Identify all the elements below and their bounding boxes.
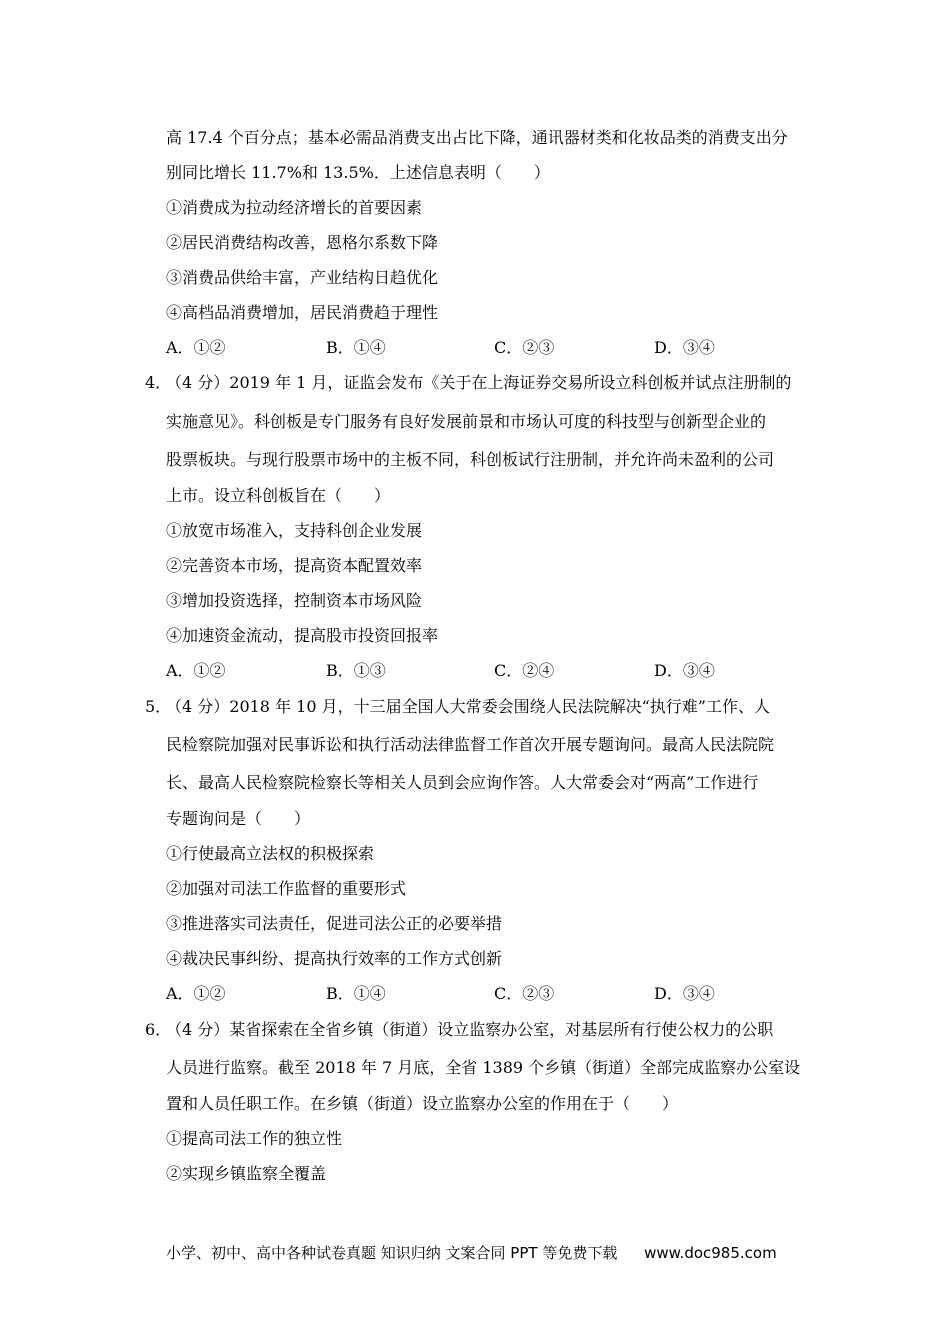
- q5-option-2: ②加强对司法工作监督的重要形式: [166, 879, 407, 898]
- q4-stem-line-3: 股票板块。与现行股票市场中的主板不同，科创板试行注册制，并允许尚未盈利的公司: [166, 450, 775, 469]
- q6-option-1: ①提高司法工作的独立性: [166, 1129, 343, 1148]
- q3-option-2: ②居民消费结构改善，恩格尔系数下降: [166, 233, 439, 252]
- q4-option-4: ④加速资金流动，提高股市投资回报率: [166, 626, 439, 645]
- q5-stem-line-1: （4 分）2018 年 10 月，十三届全国人大常委会围绕人民法院解决“执行难”工作、人: [166, 697, 770, 716]
- q5-stem-line-3: 长、最高人民检察院检察长等相关人员到会应询作答。人大常委会对“两高”工作进行: [166, 773, 759, 792]
- q3-stem-line-2: 别同比增长 11.7%和 13.5%．上述信息表明（ ）: [166, 163, 550, 182]
- q5-option-3: ③推进落实司法责任，促进司法公正的必要举措: [166, 914, 503, 933]
- q3-choice-a: A．①②: [166, 338, 226, 357]
- footer-text: 小学、初中、高中各种试卷真题 知识归纳 文案合同 PPT 等免费下载: [166, 1244, 618, 1262]
- q6-stem-line-1: （4 分）某省探索在全省乡镇（街道）设立监察办公室，对基层所有行使公权力的公职: [166, 1020, 774, 1039]
- q4-choice-b: B．①③: [326, 661, 386, 680]
- q3-choices: [166, 338, 806, 358]
- q5-choices: [166, 984, 806, 1004]
- q4-option-1: ①放宽市场准入，支持科创企业发展: [166, 521, 423, 540]
- q5-stem-line-4: 专题询问是（ ）: [166, 809, 311, 828]
- q5-option-1: ①行使最高立法权的积极探索: [166, 844, 375, 863]
- q4-choice-c: C．②④: [494, 661, 555, 680]
- q3-choice-c: C．②③: [494, 338, 555, 357]
- q6-stem-line-3: 置和人员任职工作。在乡镇（街道）设立监察办公室的作用在于（ ）: [166, 1094, 679, 1113]
- q3-option-1: ①消费成为拉动经济增长的首要因素: [166, 198, 423, 217]
- q4-choice-d: D．③④: [654, 661, 715, 680]
- q6-option-2: ②实现乡镇监察全覆盖: [166, 1164, 327, 1183]
- q5-stem-line-2: 民检察院加强对民事诉讼和执行活动法律监督工作首次开展专题询问。最高人民法院院: [166, 735, 775, 754]
- q5-choice-a: A．①②: [166, 984, 226, 1003]
- q3-stem-line-1: 高 17.4 个百分点；基本必需品消费支出占比下降，通讯器材类和化妆品类的消费支出分: [166, 128, 788, 147]
- q4-stem-line-1: （4 分）2019 年 1 月，证监会发布《关于在上海证券交易所设立科创板并试点注册制的: [166, 373, 792, 392]
- footer-url-link[interactable]: www.doc985.com: [644, 1244, 777, 1262]
- q6-number: 6．: [145, 1020, 172, 1039]
- q4-choice-a: A．①②: [166, 661, 226, 680]
- q5-choice-d: D．③④: [654, 984, 715, 1003]
- q3-choice-b: B．①④: [326, 338, 386, 357]
- q4-stem-line-4: 上市。设立科创板旨在（ ）: [166, 486, 391, 505]
- q5-number: 5．: [145, 697, 172, 716]
- q3-choice-d: D．③④: [654, 338, 715, 357]
- q5-choice-b: B．①④: [326, 984, 386, 1003]
- page-footer: [166, 1243, 777, 1263]
- q3-option-3: ③消费品供给丰富，产业结构日趋优化: [166, 268, 439, 287]
- q4-stem-line-2: 实施意见》。科创板是专门服务有良好发展前景和市场认可度的科技型与创新型企业的: [166, 412, 767, 431]
- q4-number: 4．: [145, 373, 172, 392]
- q3-option-4: ④高档品消费增加，居民消费趋于理性: [166, 303, 439, 322]
- q4-option-2: ②完善资本市场，提高资本配置效率: [166, 556, 423, 575]
- q4-option-3: ③增加投资选择，控制资本市场风险: [166, 591, 423, 610]
- q6-stem-line-2: 人员进行监察。截至 2018 年 7 月底，全省 1389 个乡镇（街道）全部完成监察办公室设: [166, 1058, 801, 1077]
- q5-option-4: ④裁决民事纠纷、提高执行效率的工作方式创新: [166, 949, 503, 968]
- q4-choices: [166, 661, 806, 681]
- q5-choice-c: C．②③: [494, 984, 555, 1003]
